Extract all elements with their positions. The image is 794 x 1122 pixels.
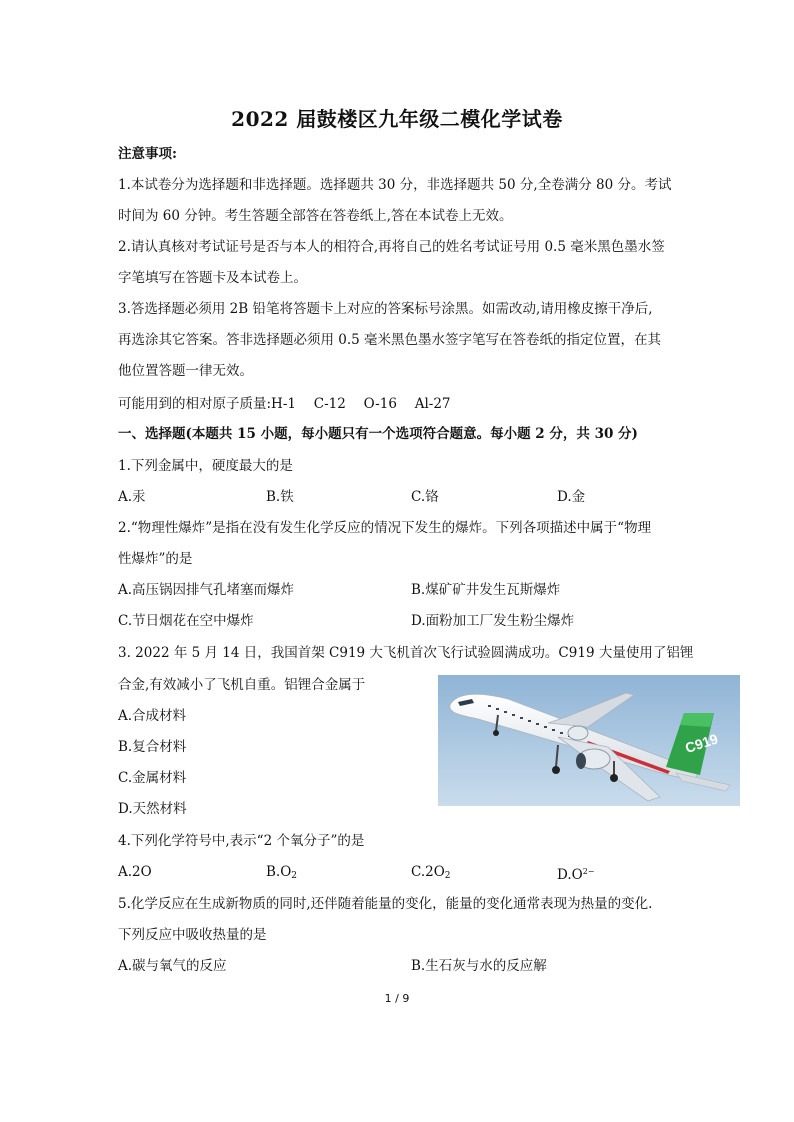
q1-stem: 1.下列金属中，硬度最大的是 (118, 458, 293, 474)
q5-option-b: B.生石灰与水的反应解 (411, 958, 547, 974)
q1-option-c: C.铬 (411, 489, 439, 505)
tail-logo-text: C919 (683, 730, 720, 757)
q1-option-a: A.汞 (118, 489, 146, 505)
q2-stem-line-2: 性爆炸”的是 (118, 551, 193, 567)
q1-option-b: B.铁 (266, 489, 294, 505)
q2-option-a: A.高压锅因排气孔堵塞而爆炸 (118, 582, 295, 598)
note-3-line-2: 再选涂其它答案。答非选择题必须用 0.5 毫米黑色墨水签字笔写在答卷纸的指定位置，在其 (118, 332, 662, 348)
q2-option-d: D.面粉加工厂发生粉尘爆炸 (411, 613, 575, 629)
notes-heading: 注意事项: (118, 146, 177, 162)
q1-option-d: D.金 (557, 489, 586, 505)
q3-stem-line-1: 3. 2022 年 5 月 14 日，我国首架 C919 大飞机首次飞行试验圆满成功。C919 大量使用了铝锂 (118, 645, 694, 661)
note-3-line-3: 他位置答题一律无效。 (118, 363, 253, 379)
q4-option-b: $B.O_2$ (266, 864, 298, 881)
note-1-line-2: 时间为 60 分钟。考生答题全部答在答卷纸上,答在本试卷上无效。 (118, 208, 513, 224)
q3-option-b: B.复合材料 (118, 739, 187, 755)
q5-stem-line-1: 5.化学反应在生成新物质的同时,还伴随着能量的变化，能量的变化通常表现为热量的变化. (118, 896, 653, 912)
q5-stem-line-2: 下列反应中吸收热量的是 (118, 927, 267, 943)
c919-airplane-photo (438, 675, 740, 806)
q4-option-d: $D.O^{2-}$ (557, 867, 595, 883)
note-1-line-1: 1.本试卷分为选择题和非选择题。选择题共 30 分，非选择题共 50 分,全卷满分 80 分。考试 (118, 177, 672, 193)
q2-option-c: C.节日烟花在空中爆炸 (118, 613, 254, 629)
q3-stem-line-2: 合金,有效减小了飞机自重。铝锂合金属于 (118, 677, 366, 693)
q3-option-a: A.合成材料 (118, 708, 187, 724)
q4-stem: 4.下列化学符号中,表示“2 个氧分子”的是 (118, 833, 365, 849)
q4-option-c: $C.2O_2$ (411, 864, 451, 881)
note-3-line-1: 3.答选择题必须用 2B 铅笔将答题卡上对应的答案标号涂黑。如需改动,请用橡皮擦干净后, (118, 301, 653, 317)
q2-stem-line-1: 2.“物理性爆炸”是指在没有发生化学反应的情况下发生的爆炸。下列各项描述中属于“物理 (118, 520, 652, 536)
exam-title: 2022 届鼓楼区九年级二模化学试卷 (231, 107, 563, 131)
section-heading: 一、选择题(本题共 15 小题，每小题只有一个选项符合题意。每小题 2 分，共 30 分) (118, 426, 638, 442)
atomic-masses: 可能用到的相对原子质量:H-1 C-12 O-16 Al-27 (118, 396, 451, 412)
q3-option-c: C.金属材料 (118, 770, 187, 786)
q4-option-a: A.2O (118, 864, 152, 880)
note-2-line-1: 2.请认真核对考试证号是否与本人的相符合,再将自己的姓名考试证号用 0.5 毫米黑色墨水签 (118, 239, 665, 255)
page-number: 1 / 9 (384, 992, 410, 1005)
q5-option-a: A.碳与氧气的反应 (118, 958, 227, 974)
note-2-line-2: 字笔填写在答题卡及本试卷上。 (118, 270, 307, 286)
q2-option-b: B.煤矿矿井发生瓦斯爆炸 (411, 582, 561, 598)
q3-option-d: D.天然材料 (118, 801, 187, 817)
